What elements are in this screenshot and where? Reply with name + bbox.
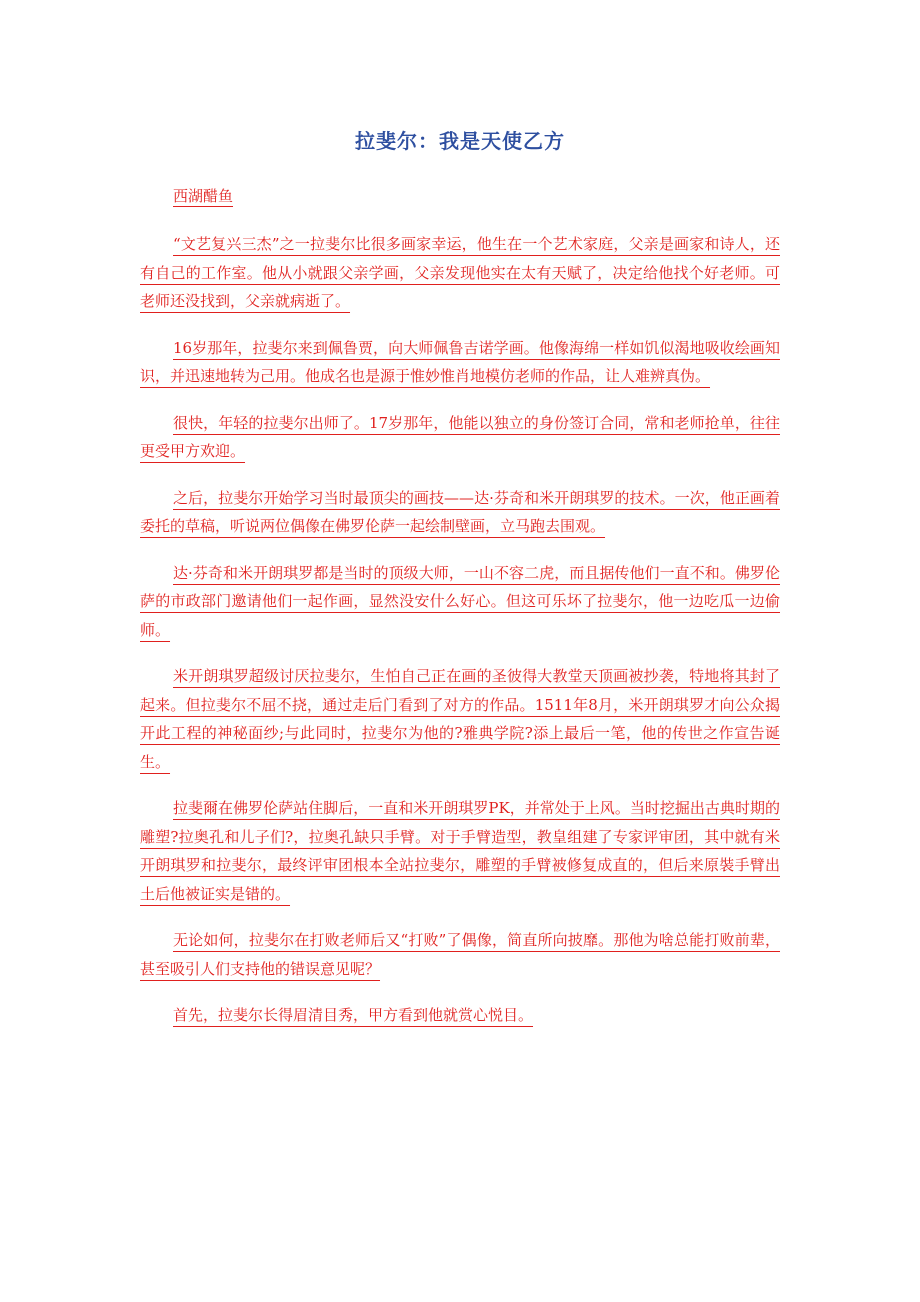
article-body [140,230,780,1048]
paragraph-2: 16岁那年，拉斐尔来到佩鲁贾，向大师佩鲁吉诺学画。他像海绵一样如饥似渴地吸收绘画知识，并迅速地转为己用。他成名也是源于惟妙惟肖地模仿老师的作品，让人难辨真伪。 [140,338,780,385]
paragraph-4: 之后，拉斐尔开始学习当时最顶尖的画技——达·芬奇和米开朗琪罗的技术。一次，他正画着委托的草稿，听说两位偶像在佛罗伦萨一起绘制壁画，立马跑去围观。 [140,488,780,535]
paragraph-3: 很快，年轻的拉斐尔出师了。17岁那年，他能以独立的身份签订合同，常和老师抢单，往往更受甲方欢迎。 [140,413,780,460]
author-name [173,183,233,209]
article-title: 拉斐尔：我是天使乙方 [355,129,565,153]
paragraph-1: “文艺复兴三杰”之一拉斐尔比很多画家幸运，他生在一个艺术家庭，父亲是画家和诗人，还有自己的工作室。他从小就跟父亲学画，父亲发现他实在太有天赋了，决定给他找个好老师。可老师还没找到，父亲就病逝了。 [140,235,780,310]
paragraph-6: 米开朗琪罗超级讨厌拉斐尔，生怕自己正在画的圣彼得大教堂天顶画被抄袭，特地将其封了起来。但拉斐尔不屈不挠，通过走后门看到了对方的作品。1511年8月，米开朗琪罗才向公众揭开此工程的神秘面纱;与此同时，拉斐尔为他的?雅典学院?添上最后一笔，他的传世之作宣告诞生。 [140,667,780,771]
paragraph-9: 首先，拉斐尔长得眉清目秀，甲方看到他就赏心悦目。 [173,1006,534,1024]
paragraph-5: 达·芬奇和米开朗琪罗都是当时的顶级大师，一山不容二虎，而且据传他们一直不和。佛罗伦萨的市政部门邀请他们一起作画，显然没安什么好心。但这可乐坏了拉斐尔，他一边吃瓜一边偷师。 [140,563,780,639]
author-label: 西湖醋鱼 [173,187,234,205]
paragraph-8: 无论如何，拉斐尔在打败老师后又“打败”了偶像，简直所向披靡。那他为啥总能打败前辈，甚至吸引人们支持他的错误意见呢？ [140,931,780,978]
paragraph-7: 拉斐爾在佛罗伦萨站住脚后，一直和米开朗琪罗PK，并常处于上风。当时挖掘出古典时期的雕塑?拉奥孔和儿子们?，拉奥孔缺只手臂。对于手臂造型，教皇组建了专家评审团，其中就有米开朗琪罗和拉斐尔，最终评审团根本全站拉斐尔，雕塑的手臂被修复成直的，但后来原裝手臂出土后他被证实是错的。 [140,799,780,903]
